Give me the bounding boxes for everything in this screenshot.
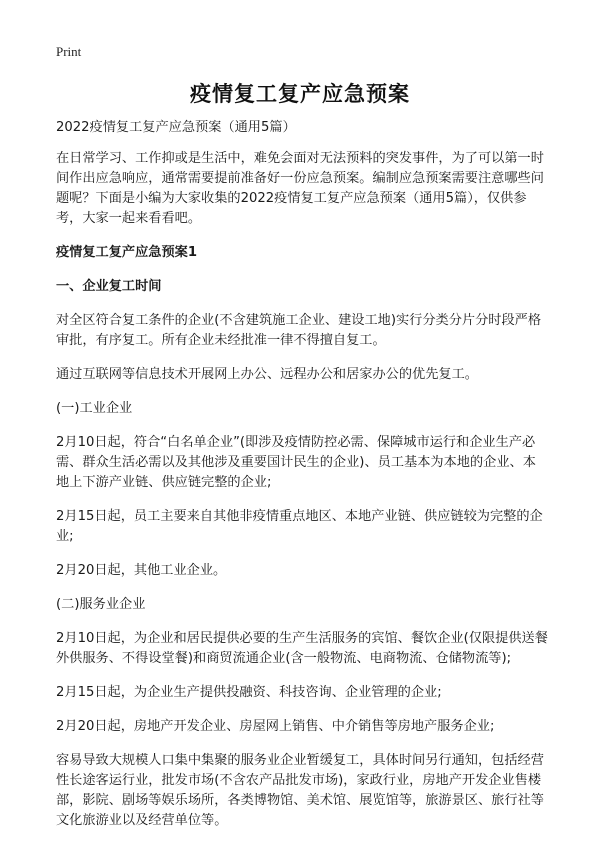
section-title: 疫情复工复产应急预案1: [56, 245, 198, 260]
paragraph: 2月20日起，房地产开发企业、房屋网上销售、中介销售等房地产服务企业;: [56, 719, 495, 734]
document-body: [56, 118, 548, 845]
paragraph: 2月15日起，为企业生产提供投融资、科技咨询、企业管理的企业;: [56, 685, 442, 700]
print-link[interactable]: Print: [56, 44, 82, 59]
paragraph: 2月10日起，符合“白名单企业”(即涉及疫情防控必需、保障城市运行和企业生产必需、群众生活必需以及其他涉及重要国计民生的企业)、员工基本为本地的企业、本地上下游产业链、供应链完整的企业;: [56, 435, 536, 490]
subheading-services: (二)服务业企业: [56, 597, 146, 612]
heading-resumption-time: 一、企业复工时间: [56, 279, 162, 294]
paragraph: 对全区符合复工条件的企业(不含建筑施工企业、建设工地)实行分类分片分时段严格审批，有序复工。所有企业未经批准一律不得擅自复工。: [56, 313, 542, 348]
paragraph: 容易导致大规模人口集中集聚的服务业企业暂缓复工，具体时间另行通知，包括经营性长途客运行业，批发市场(不含农产品批发市场)，家政行业，房地产开发企业售楼部，影院、剧场等娱乐场所，各类博物馆、美术馆、展览馆等，旅游景区、旅行社等文化旅游业以及经营单位等。: [56, 753, 544, 828]
intro-paragraph: 在日常学习、工作抑或是生活中，难免会面对无法预料的突发事件，为了可以第一时间作出应急响应，通常需要提前准备好一份应急预案。编制应急预案需要注意哪些问题呢？下面是小编为大家收集的2022疫情复工复产应急预案（通用5篇），仅供参考，大家一起来看看吧。: [56, 151, 544, 226]
paragraph: 2月20日起，其他工业企业。: [56, 563, 227, 578]
paragraph: 2月15日起，员工主要来自其他非疫情重点地区、本地产业链、供应链较为完整的企业;: [56, 509, 543, 544]
subheading-industrial: (一)工业企业: [56, 401, 133, 416]
paragraph: 2月10日起，为企业和居民提供必要的生产生活服务的宾馆、餐饮企业(仅限提供送餐外供服务、不得设堂餐)和商贸流通企业(含一般物流、电商物流、仓储物流等);: [56, 631, 548, 666]
document-title: 疫情复工复产应急预案: [190, 82, 410, 106]
paragraph: 通过互联网等信息技术开展网上办公、远程办公和居家办公的优先复工。: [56, 367, 478, 382]
document-subtitle: 2022疫情复工复产应急预案（通用5篇）: [56, 120, 296, 135]
